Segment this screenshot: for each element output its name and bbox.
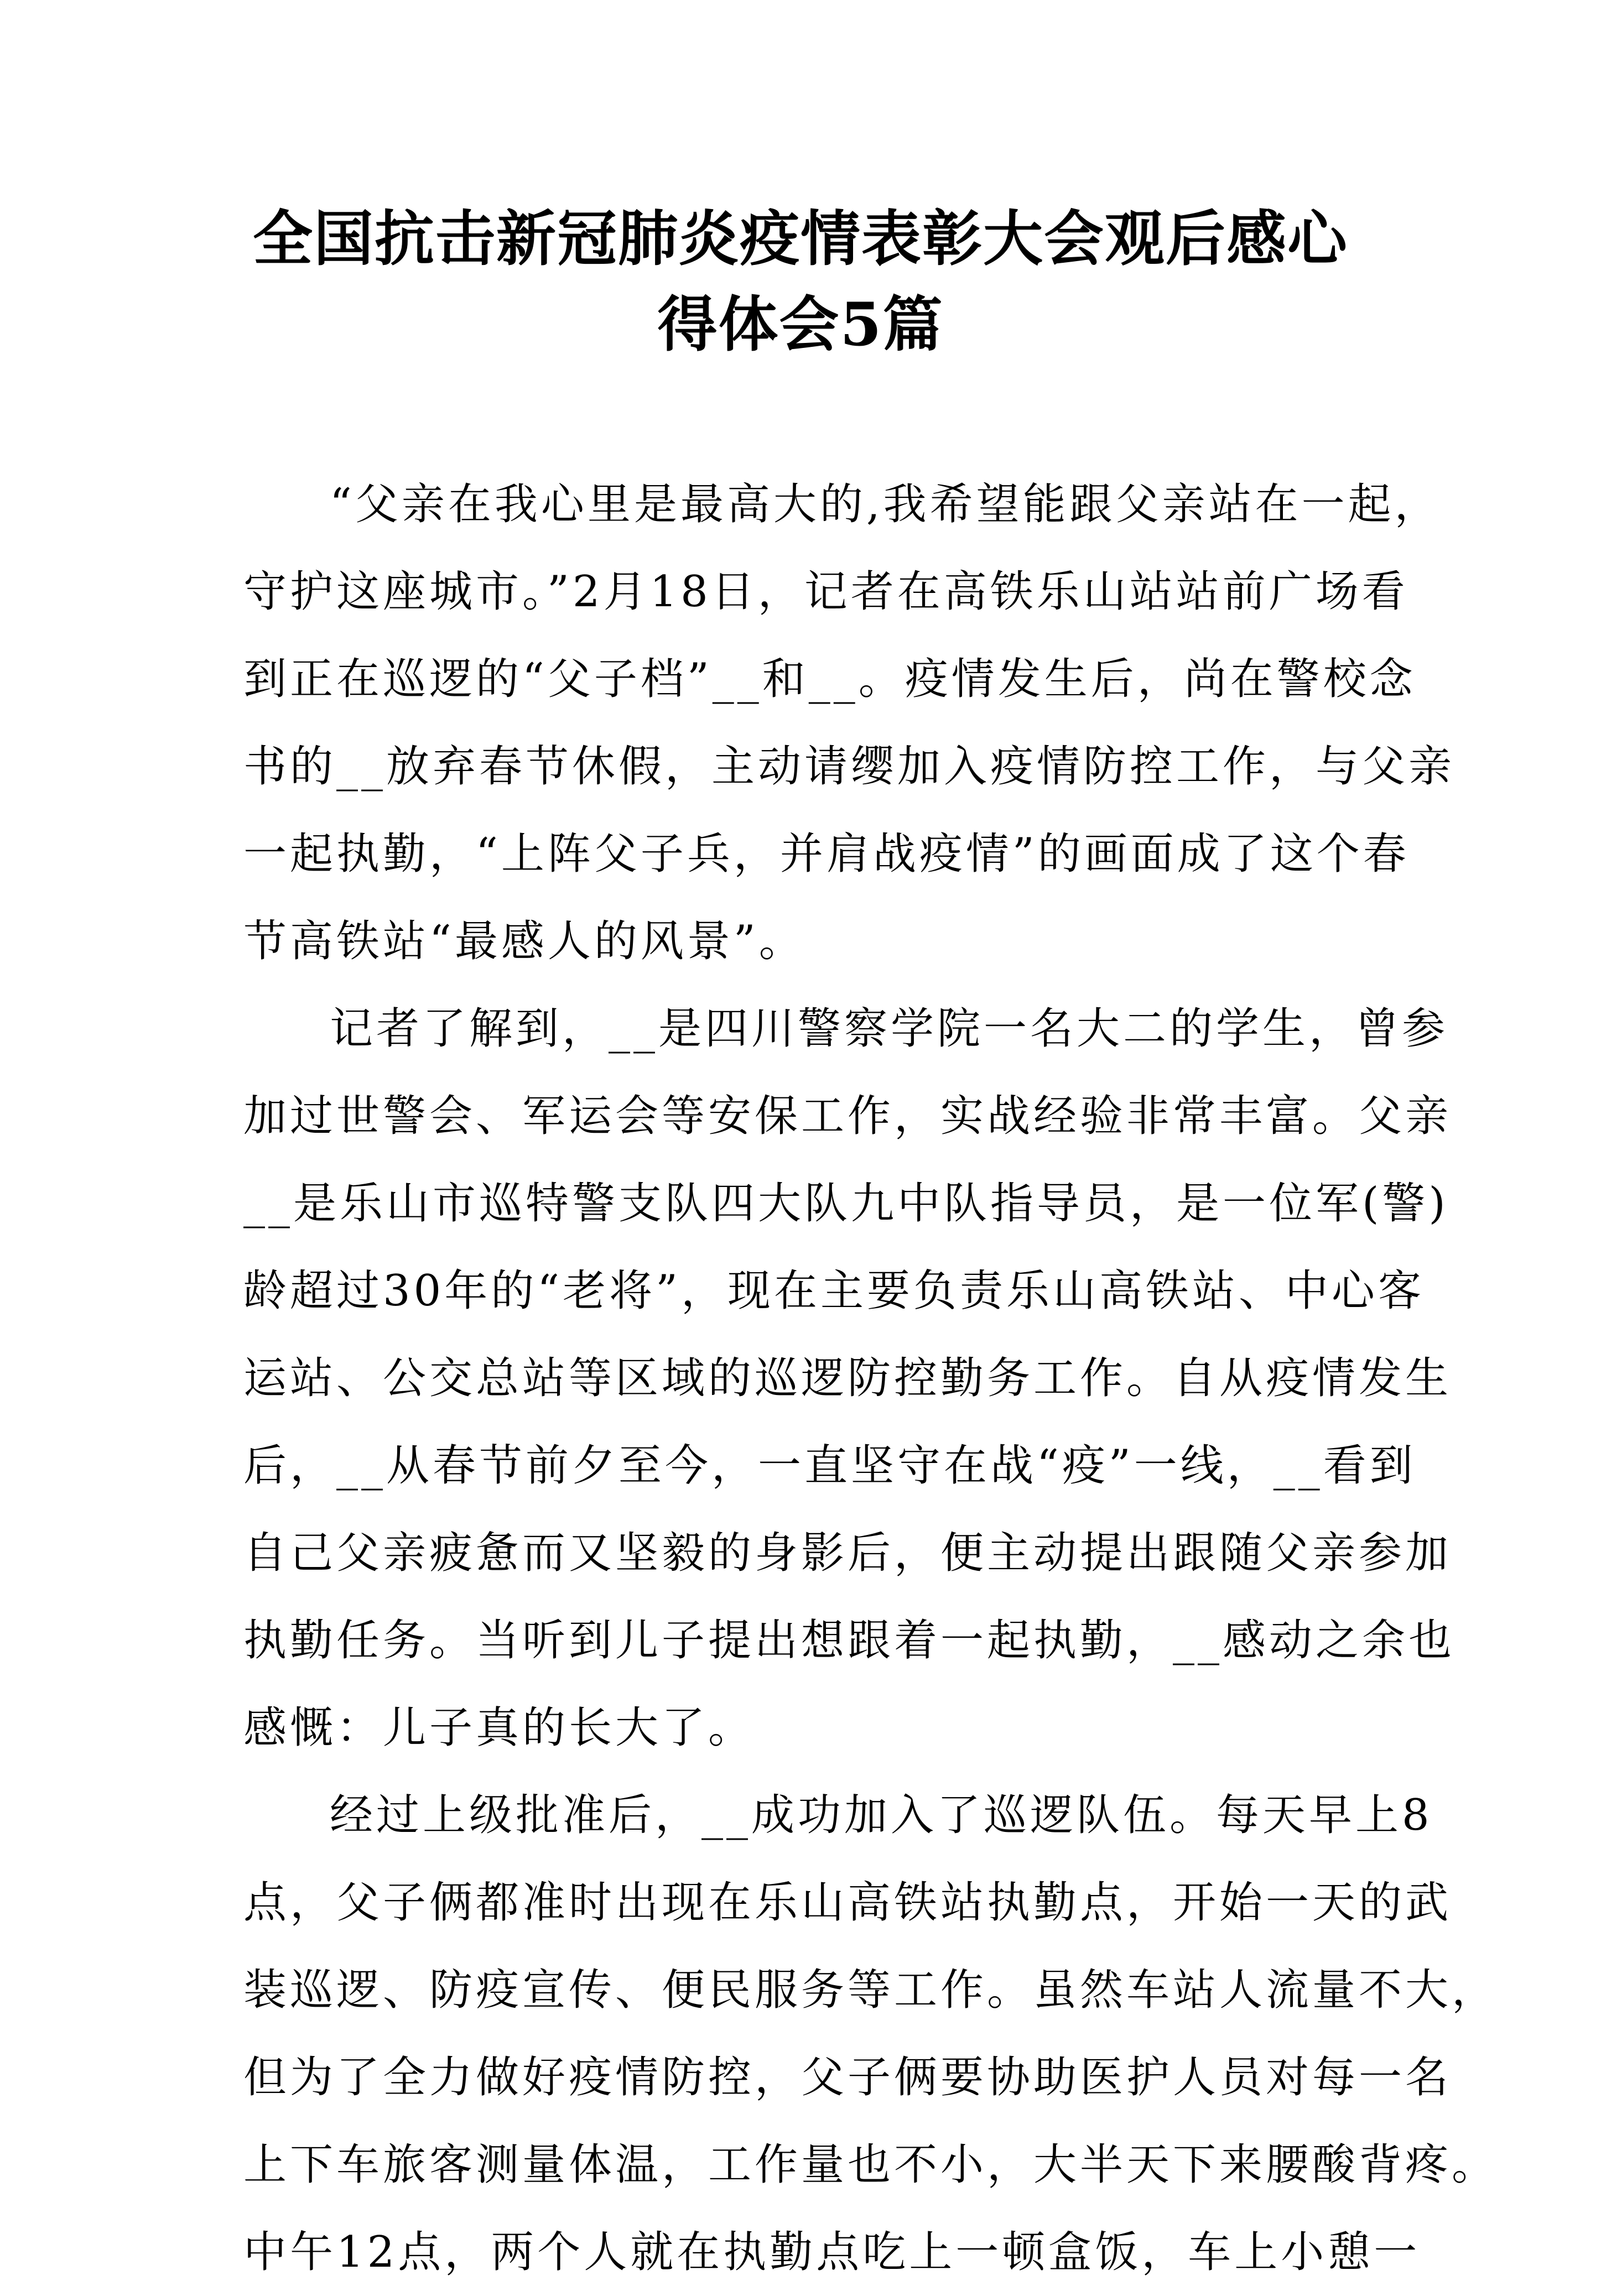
text-line: 运站、公交总站等区域的巡逻防控勤务工作。自从疫情发生 <box>243 1353 1452 1403</box>
text-line: 龄超过30年的“老将”，现在主要负责乐山高铁站、中心客 <box>243 1266 1425 1316</box>
text-line: 中午12点，两个人就在执勤点吃上一顿盒饭，车上小憩一 <box>243 2227 1421 2277</box>
text-line: 到正在巡逻的“父子档”__和__。疫情发生后，尚在警校念 <box>243 654 1416 704</box>
text-line: 经过上级批准后，__成功加入了巡逻队伍。每天早上8 <box>330 1790 1433 1840</box>
text-line: 守护这座城市。”2月18日，记者在高铁乐山站站前广场看 <box>243 567 1408 617</box>
text-line: 后，__从春节前夕至今，一直坚守在战“疫”一线，__看到 <box>243 1441 1416 1491</box>
text-line: “父亲在我心里是最高大的,我希望能跟父亲站在一起， <box>330 480 1441 529</box>
text-line: 一起执勤，“上阵父子兵，并肩战疫情”的画面成了这个春 <box>243 829 1410 879</box>
text-line: __是乐山市巡特警支队四大队九中队指导员，是一位军(警) <box>243 1179 1449 1228</box>
paragraph-2 <box>243 985 1456 1772</box>
text-line: 装巡逻、防疫宣传、便民服务等工作。虽然车站人流量不大， <box>243 1965 1499 2015</box>
document-title <box>221 196 1380 368</box>
document-body <box>243 461 1499 2296</box>
text-line: 感慨：儿子真的长大了。 <box>243 1703 755 1753</box>
paragraph-3 <box>243 1772 1499 2296</box>
text-line: 上下车旅客测量体温，工作量也不小，大半天下来腰酸背疼。 <box>243 2140 1499 2190</box>
text-line: 自己父亲疲惫而又坚毅的身影后，便主动提出跟随父亲参加 <box>243 1528 1452 1578</box>
title-line-1: 全国抗击新冠肺炎疫情表彰大会观后感心 <box>252 204 1348 274</box>
text-line: 节高铁站“最感人的风景”。 <box>243 917 805 966</box>
title-line-2: 得体会5篇 <box>657 290 944 360</box>
text-line: 书的__放弃春节休假，主动请缨加入疫情防控工作，与父亲 <box>243 742 1456 792</box>
text-line: 加过世警会、军运会等安保工作，实战经验非常丰富。父亲 <box>243 1091 1452 1141</box>
text-line: 执勤任务。当听到儿子提出想跟着一起执勤，__感动之余也 <box>243 1616 1456 1665</box>
text-line: 记者了解到，__是四川警察学院一名大二的学生，曾参 <box>330 1004 1449 1054</box>
paragraph-1 <box>243 461 1456 985</box>
text-line: 但为了全力做好疫情防控，父子俩要协助医护人员对每一名 <box>243 2053 1452 2102</box>
text-line: 点，父子俩都准时出现在乐山高铁站执勤点，开始一天的武 <box>243 1878 1452 1928</box>
